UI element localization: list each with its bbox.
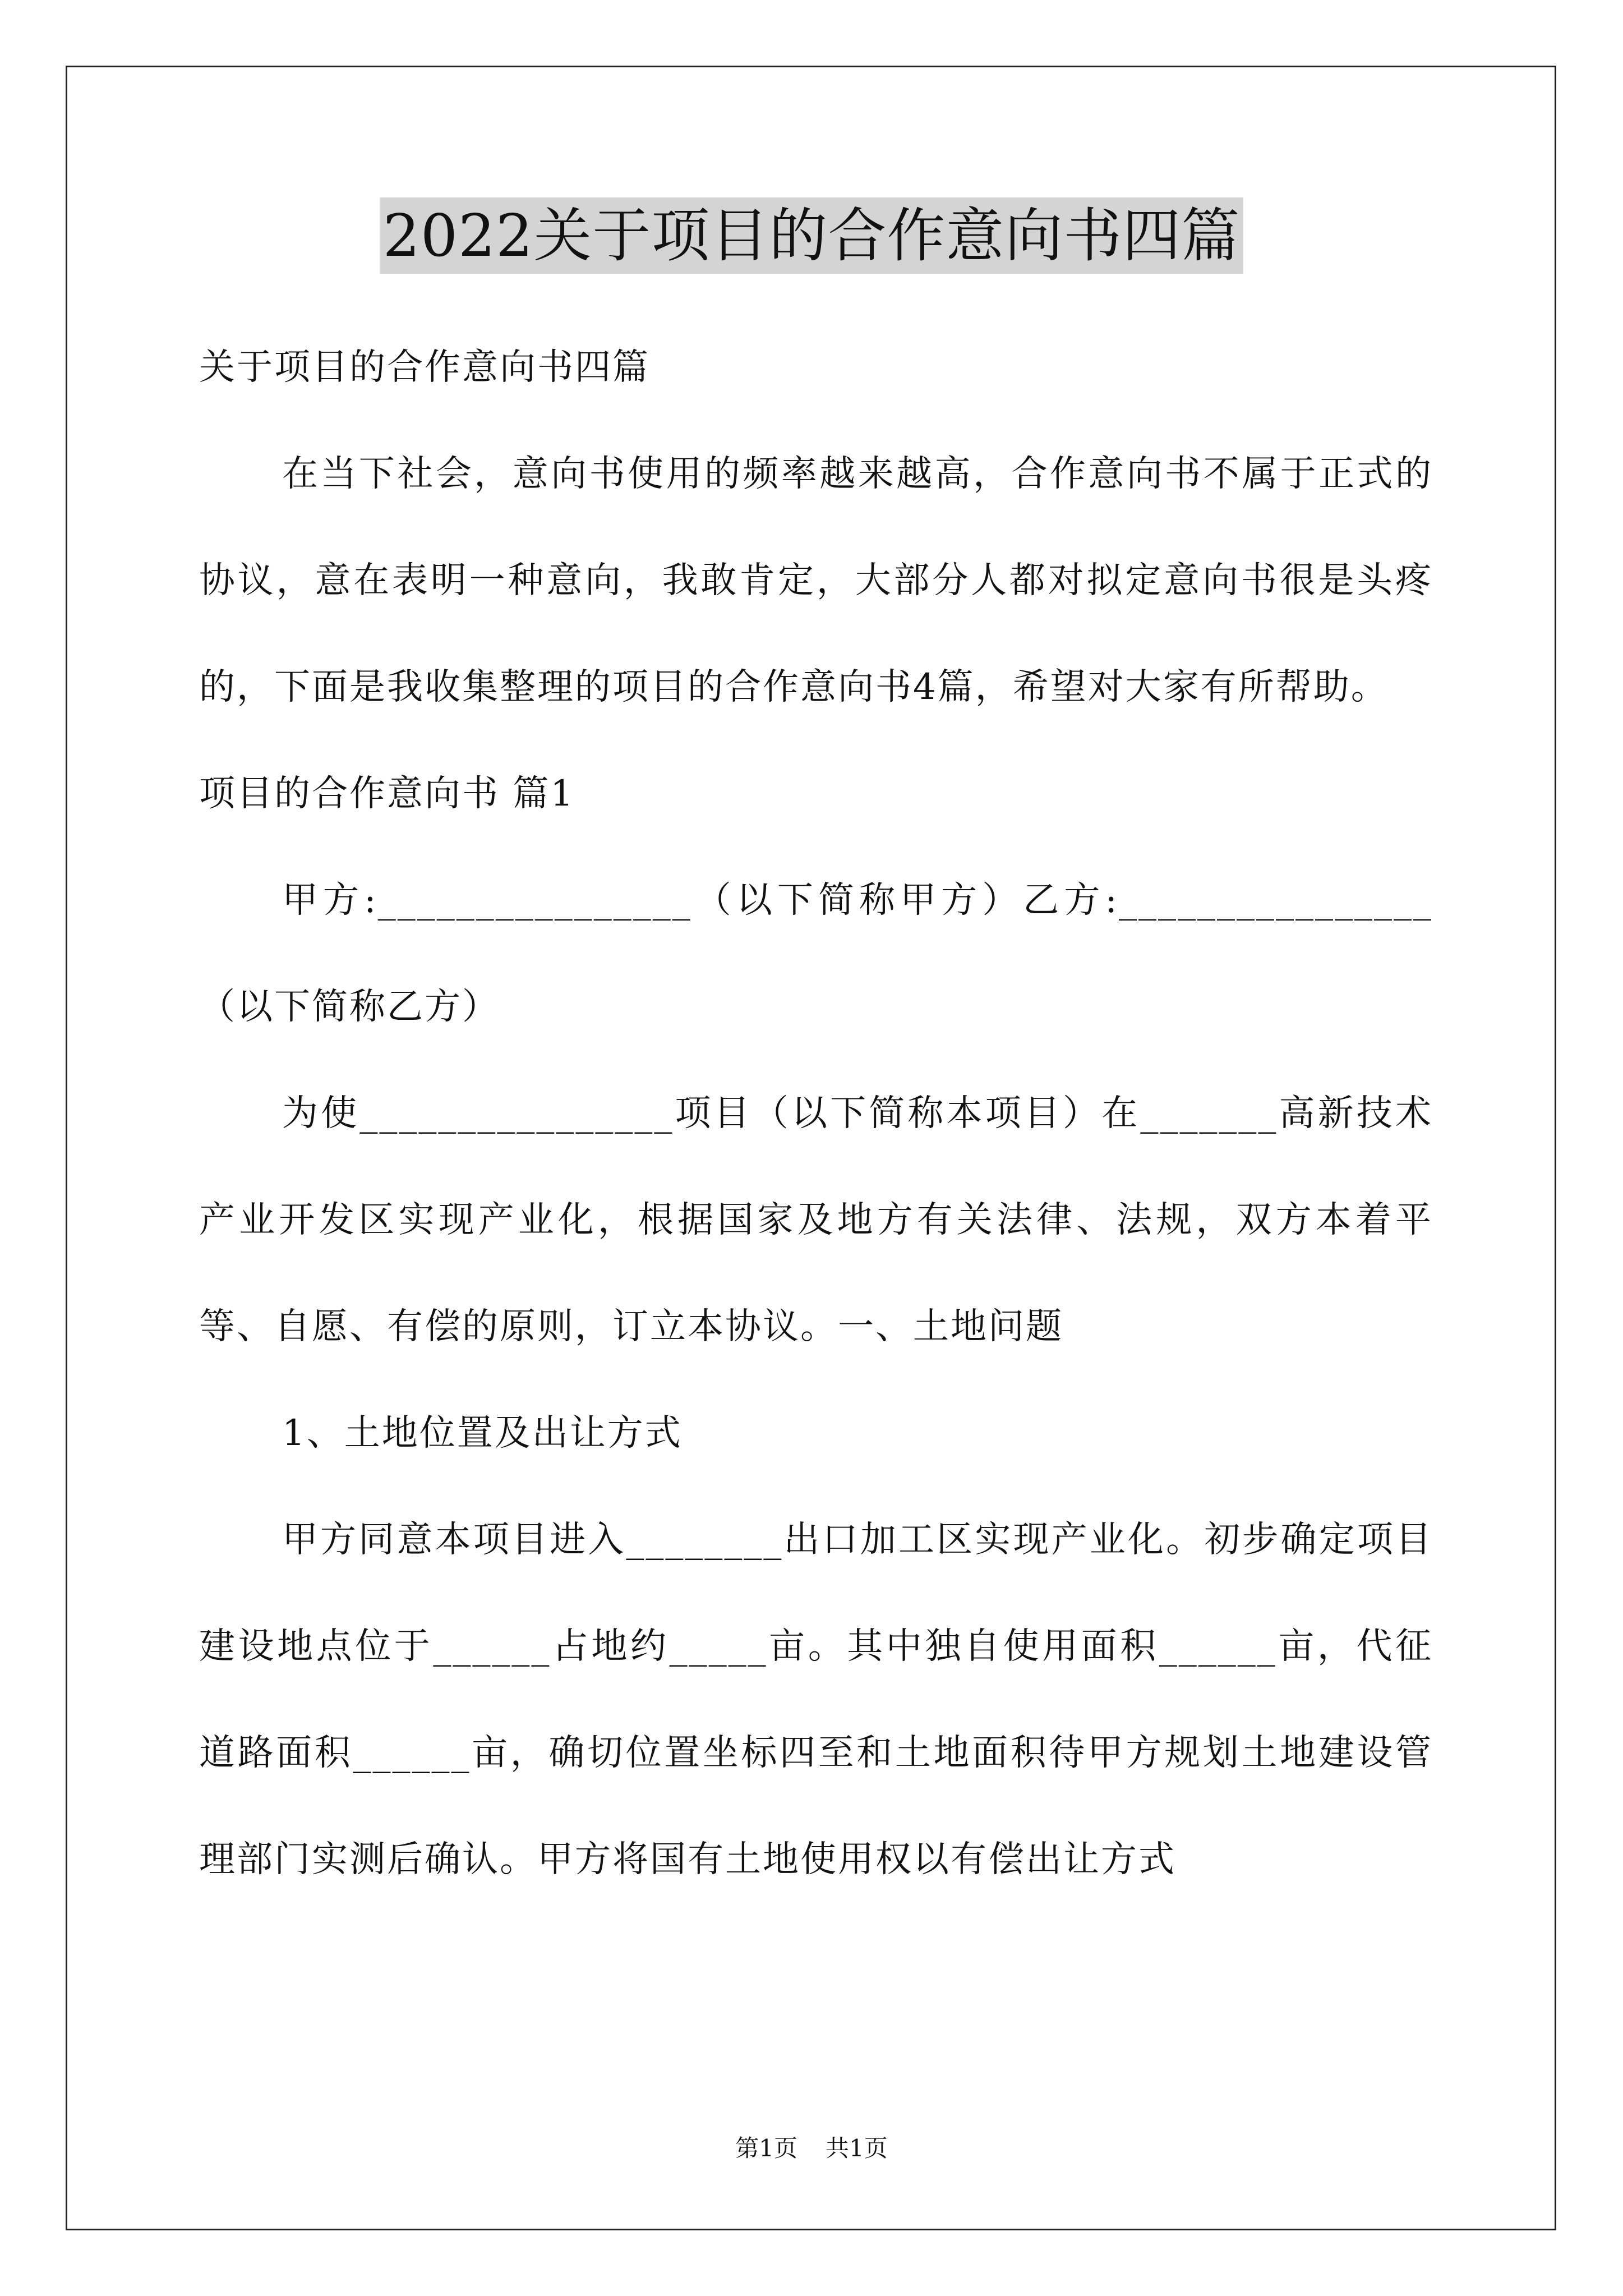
page-total: 共1页 <box>826 2134 888 2162</box>
section-heading: 项目的合作意向书 篇1 <box>199 773 575 815</box>
paragraph-subtitle: 关于项目的合作意向书四篇 <box>199 347 650 388</box>
paragraph-intro: 在当下社会，意向书使用的频率越来越高，合作意向书不属于正式的协议，意在表明一种意向，我敢肯定，大部分人都对拟定意向书很是头疼的，下面是我收集整理的项目的合作意向书4篇，希望对大家有所帮助。 <box>199 453 1433 708</box>
paragraph-purpose: 为使________________项目（以下简称本项目）在_______高新技术产业开发区实现产业化，根据国家及地方有关法律、法规，双方本着平等、自愿、有偿的原则，订立本协议。一、土地问题 <box>199 1093 1433 1347</box>
paragraph-land-details: 甲方同意本项目进入________出口加工区实现产业化。初步确定项目建设地点位于______占地约_____亩。其中独自使用面积______亩，代征道路面积______亩，确切位置坐标四至和土地面积待甲方规划土地建设管理部门实测后确认。甲方将国有土地使用权以有偿出让方式 <box>199 1519 1433 1880</box>
document-title: 2022关于项目的合作意向书四篇 <box>380 197 1244 274</box>
title-container <box>0 197 1623 274</box>
paragraph-parties: 甲方:________________（以下简称甲方）乙方:________________（以下简称乙方） <box>199 880 1433 1028</box>
document-body <box>199 314 1433 1913</box>
clause-heading-land-location: 1、土地位置及出让方式 <box>282 1412 683 1454</box>
page-number: 第1页 <box>735 2134 797 2162</box>
page-footer <box>0 2132 1623 2165</box>
